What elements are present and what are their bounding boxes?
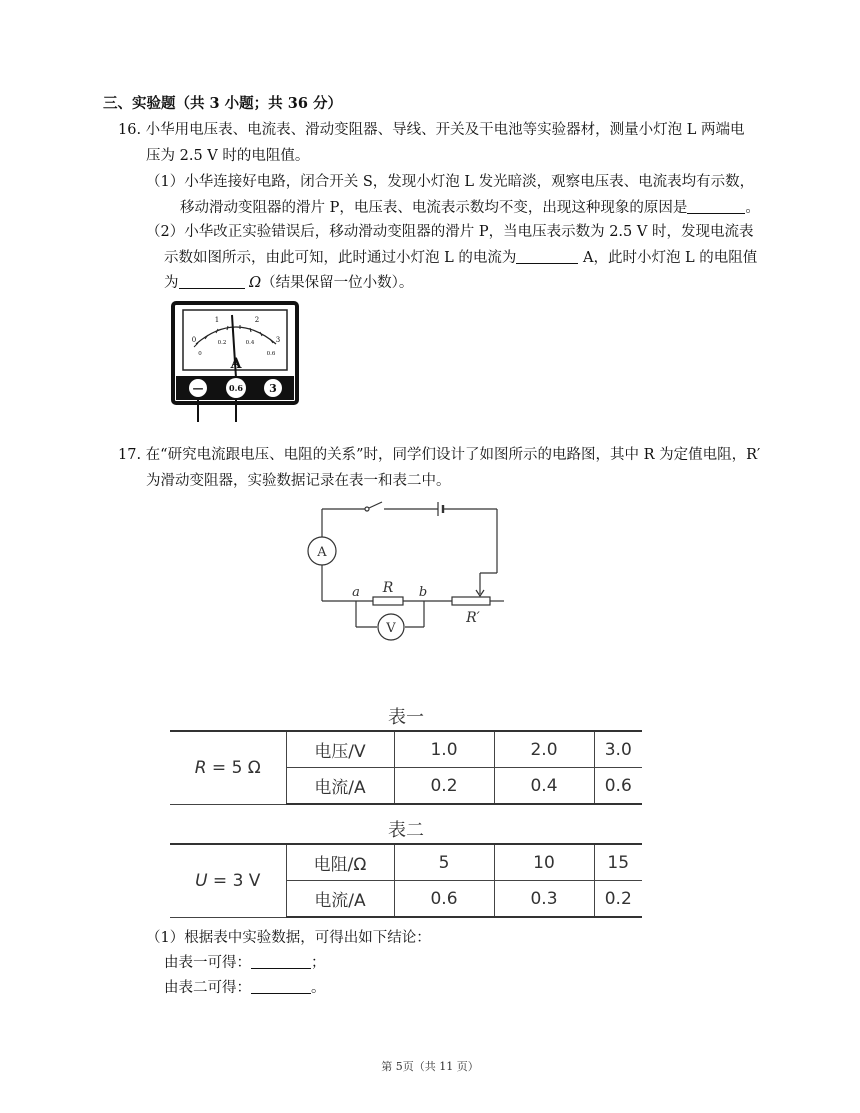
conclusion1-end: ； (311, 955, 326, 971)
table2-cell: 0.6 (394, 881, 494, 918)
terminal-negative: — (192, 382, 204, 395)
scale-top-3: 3 (275, 336, 281, 344)
ammeter-label: A (317, 545, 327, 560)
table2-condition: U = 3 V (170, 844, 286, 917)
q17-line2: 为滑动变阻器，实验数据记录在表一和表二中。 (146, 473, 451, 489)
table2-cell: 15 (594, 844, 642, 881)
table2-title: 表二 (388, 820, 424, 841)
table-row (170, 844, 642, 881)
table1 (170, 730, 642, 805)
table2-cell: 10 (494, 844, 594, 881)
table1-condition: R = 5 Ω (170, 731, 286, 804)
scale-bottom-1: 0.2 (217, 340, 227, 346)
resistor-label: R (382, 580, 394, 596)
table-row (170, 731, 642, 768)
q16-part2-note: （结果保留一位小数）。 (261, 275, 414, 291)
node-b-label: b (418, 585, 428, 600)
q16-line2: 压为 2.5 V 时的电阻值。 (146, 148, 310, 164)
q16-part1-end: 。 (745, 200, 760, 216)
table1-cell: 0.4 (494, 768, 594, 805)
table2-row1-label: 电阻/Ω (286, 844, 394, 881)
table1-cell: 0.6 (594, 768, 642, 805)
conclusion2-end: 。 (311, 980, 326, 996)
table1-title: 表一 (388, 707, 424, 728)
q16-line1: 16. 小华用电压表、电流表、滑动变阻器、导线、开关及干电池等实验器材，测量小灯泡 L 两端电 (118, 122, 745, 138)
conclusion1-label: 由表一可得： (164, 955, 251, 971)
table2-cell: 0.2 (594, 881, 642, 918)
circuit-diagram (300, 495, 520, 650)
table1-cell: 3.0 (594, 731, 642, 768)
q17-conclusion2 (164, 978, 326, 998)
q16-part2-line2 (164, 248, 757, 268)
page-footer: 第 5页（共 11 页） (381, 1060, 479, 1073)
table1-cell: 1.0 (394, 731, 494, 768)
scale-top-2: 2 (254, 316, 260, 324)
q16-part2-text: 示数如图所示，由此可知，此时通过小灯泡 L 的电流为 (164, 250, 517, 266)
table1-cell: 0.2 (394, 768, 494, 805)
conclusion2-label: 由表二可得： (164, 980, 251, 996)
section-heading: 三、实验题（共 3 小题；共 36 分） (103, 95, 342, 112)
q17-line1: 17. 在“研究电流跟电压、电阻的关系”时，同学们设计了如图所示的电路图，其中 R 为定值电阻，R′ (118, 447, 761, 463)
scale-bottom-2: 0.4 (245, 340, 255, 346)
node-a-label: a (352, 585, 360, 600)
table2 (170, 843, 642, 918)
q16-part2-wei: 为 (164, 275, 179, 291)
meter-unit-label: A (230, 356, 242, 372)
scale-top-0: 0 (191, 336, 197, 344)
scale-bottom-0: 0 (198, 351, 202, 357)
table1-cell: 2.0 (494, 731, 594, 768)
answer-blank-reason[interactable] (687, 199, 745, 214)
terminal-0-6: 0.6 (229, 383, 243, 393)
answer-blank-table2[interactable] (251, 979, 311, 994)
voltmeter-label: V (386, 621, 396, 636)
q16-part1-text: 移动滑动变阻器的滑片 P，电压表、电流表示数均不变，出现这种现象的原因是 (180, 200, 688, 216)
table2-cell: 0.3 (494, 881, 594, 918)
ammeter-figure (170, 300, 302, 425)
rheostat-label: R′ (466, 610, 480, 626)
terminal-3: 3 (269, 382, 277, 395)
scale-top-1: 1 (214, 316, 220, 324)
answer-blank-table1[interactable] (251, 954, 311, 969)
table1-row2-label: 电流/A (286, 768, 394, 805)
q16-part2-line1: （2）小华改正实验错误后，移动滑动变阻器的滑片 P，当电压表示数为 2.5 V 时，发现电流表 (146, 224, 754, 240)
q16-part1-line1: （1）小华连接好电路，闭合开关 S，发现小灯泡 L 发光暗淡，观察电压表、电流表均有示数， (146, 174, 755, 190)
q17-part1: （1）根据表中实验数据，可得出如下结论： (146, 930, 431, 946)
q16-part1-line2 (180, 198, 760, 218)
answer-blank-resistance[interactable] (179, 274, 245, 289)
table1-row1-label: 电压/V (286, 731, 394, 768)
ohm-unit: Ω (249, 275, 262, 291)
table2-row2-label: 电流/A (286, 881, 394, 918)
table2-cell: 5 (394, 844, 494, 881)
scale-bottom-3: 0.6 (266, 351, 276, 357)
q16-part2-line3 (164, 273, 413, 293)
q17-conclusion1 (164, 953, 326, 973)
answer-blank-current[interactable] (516, 249, 578, 264)
q16-part2-text2: A，此时小灯泡 L 的电阻值 (578, 250, 758, 266)
